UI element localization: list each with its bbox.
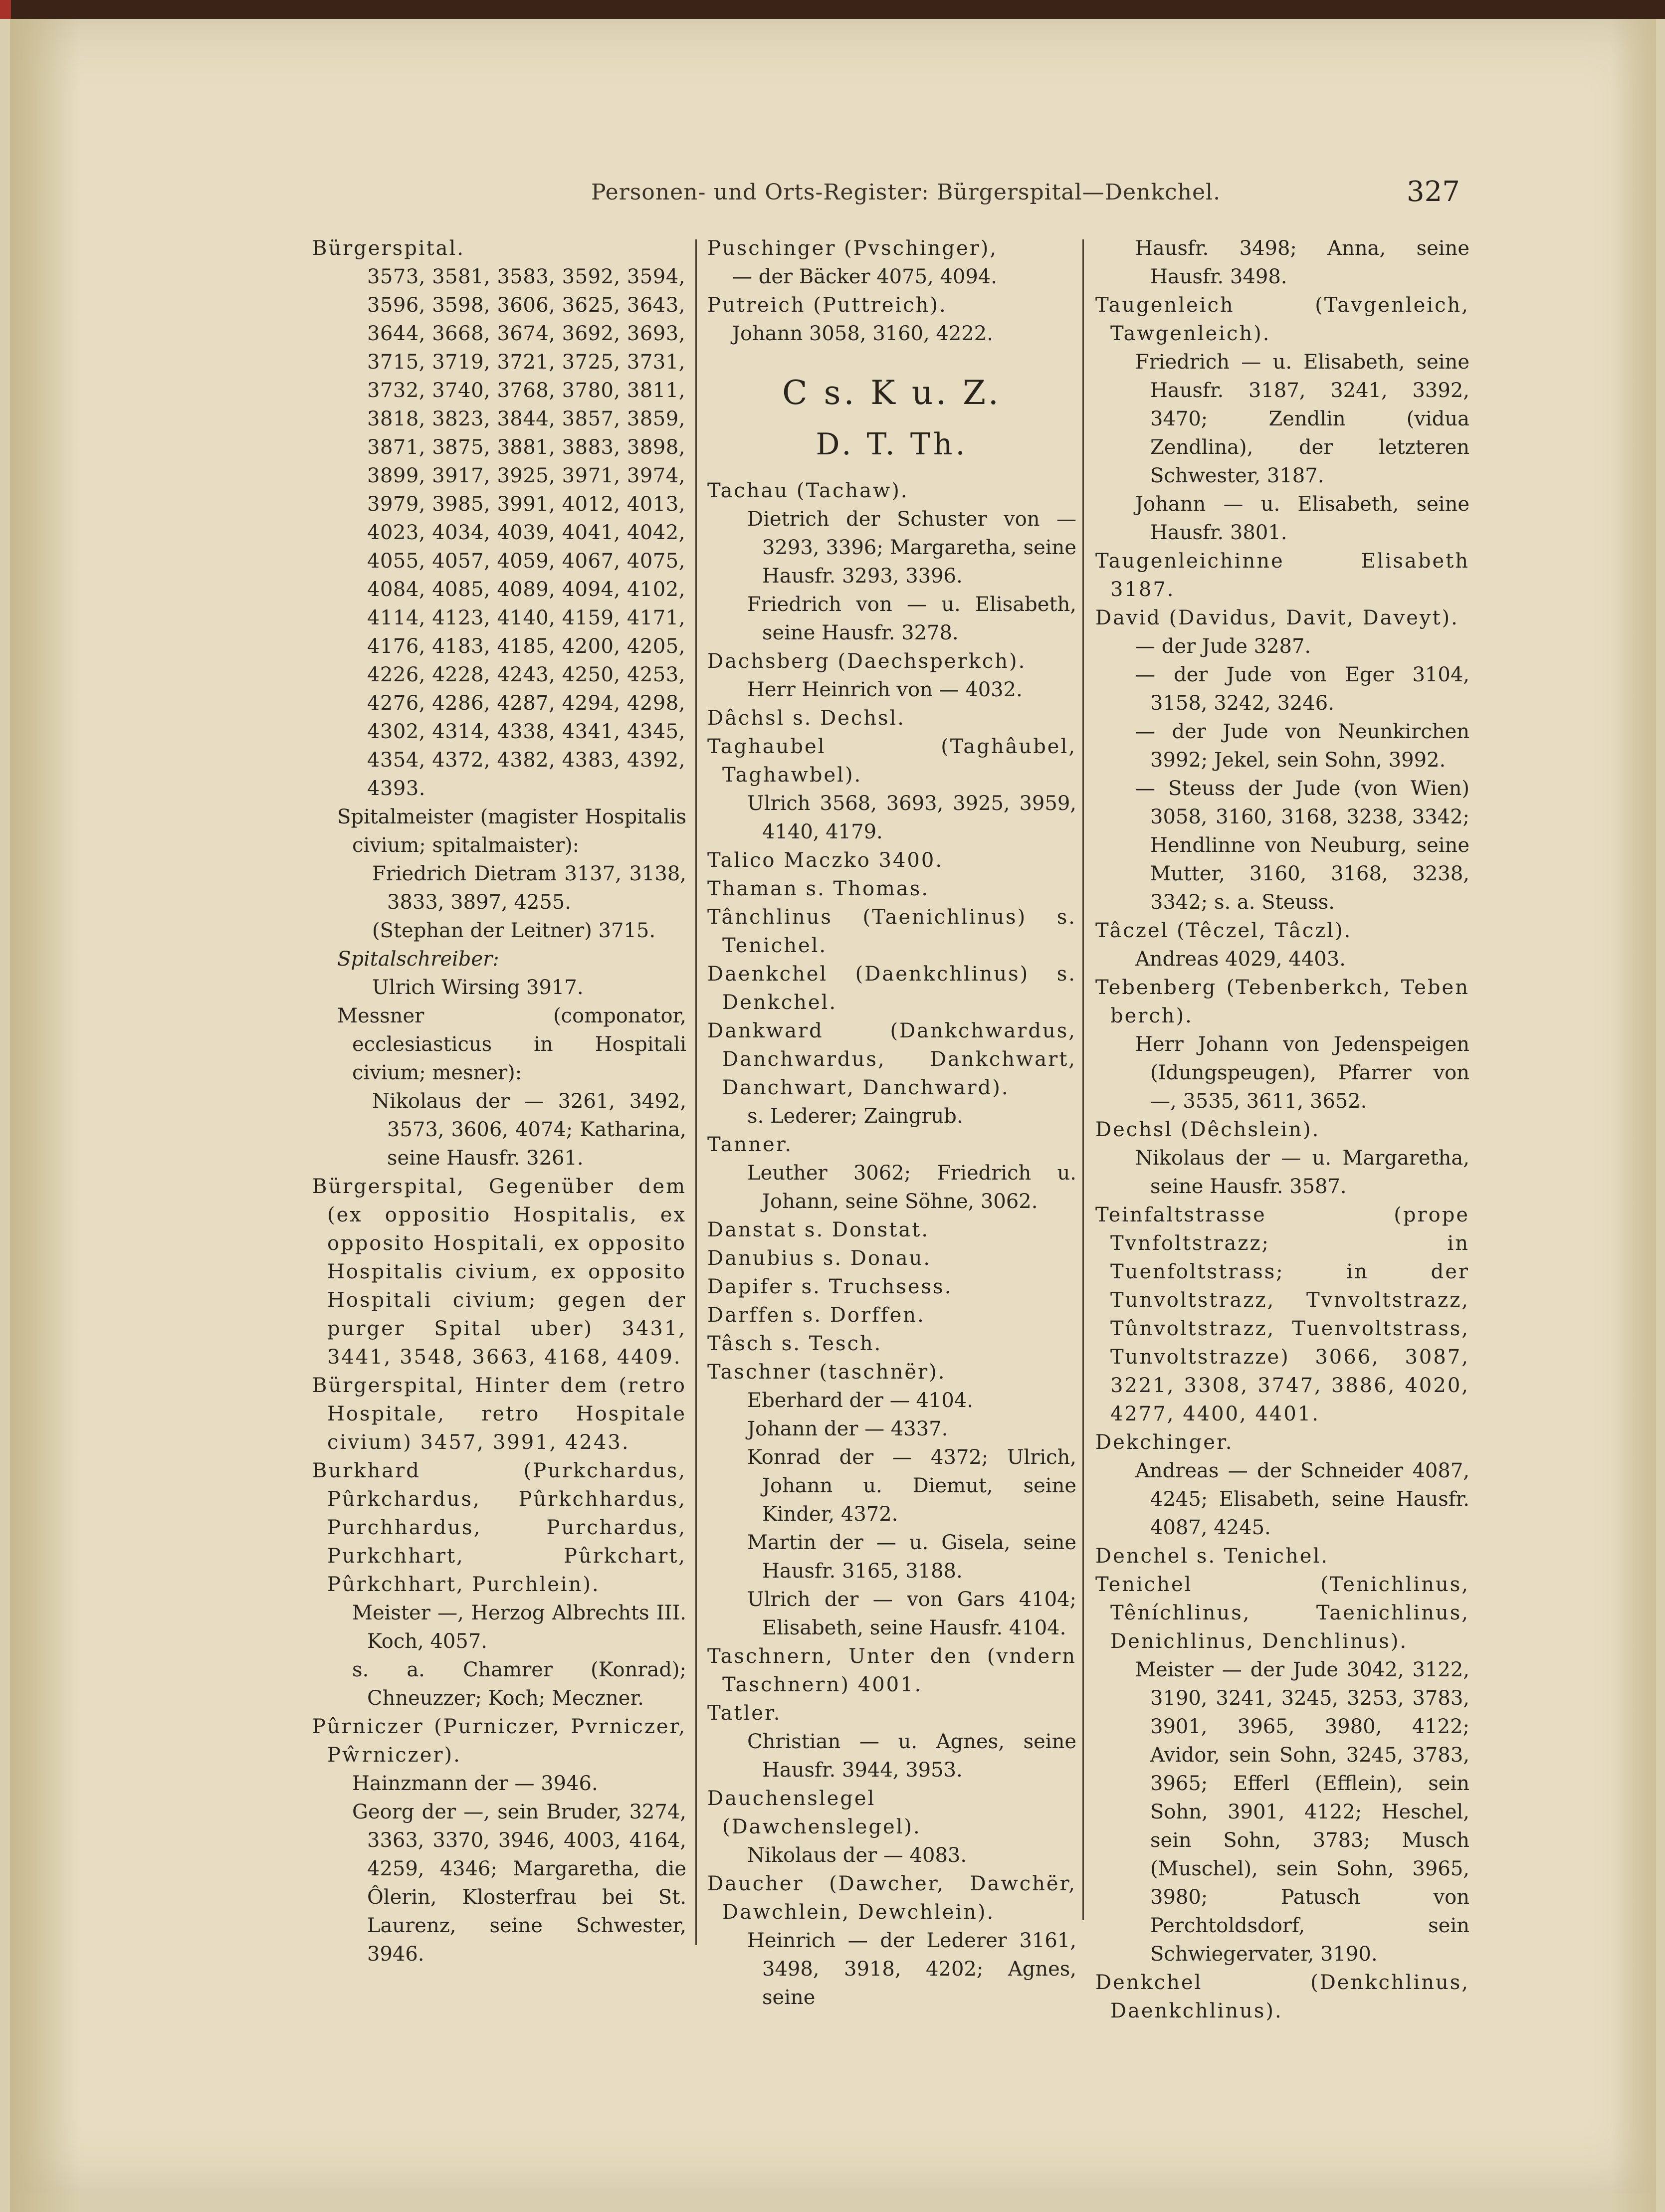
index-entry-heading: Taugenleichinne Elisabeth 3187.: [1095, 550, 1469, 601]
index-subentry: Johann der — 4337.: [747, 1417, 948, 1440]
index-subentry: Martin der — u. Gisela, seine Hausfr. 3165, 3188.: [747, 1531, 1076, 1583]
index-numbers: 4055, 4057, 4059, 4067, 4075,: [367, 550, 685, 573]
index-entry-heading: Taschner (taschnër).: [707, 1361, 946, 1384]
index-entry-heading: Tebenberg (Tebenberkch, Teben berch).: [1095, 976, 1469, 1027]
index-entry-heading: Taschnern, Unter den (vndern Taschnern) 4001.: [707, 1645, 1076, 1696]
index-subentry: Ulrich 3568, 3693, 3925, 3959, 4140, 4179.: [747, 792, 1076, 843]
page-number: 327: [1407, 176, 1460, 208]
index-numbers: 3573, 3581, 3583, 3592, 3594,: [367, 265, 685, 288]
index-subentry: Meister —, Herzog Albrechts III. Koch, 4057.: [352, 1602, 686, 1653]
index-numbers: 4226, 4228, 4243, 4250, 4253,: [367, 663, 685, 686]
index-numbers: 4114, 4123, 4140, 4159, 4171,: [367, 606, 685, 629]
index-numbers: 4023, 4034, 4039, 4041, 4042,: [367, 521, 685, 544]
index-subentry-italic: Spitalschreiber:: [337, 948, 499, 971]
index-entry-heading: Dâchsl s. Dechsl.: [707, 707, 906, 730]
index-subentry: Johann 3058, 3160, 4222.: [732, 322, 993, 345]
running-header: Personen- und Orts-Register: Bürgerspital—Denkchel.: [591, 180, 1221, 205]
index-subentry: Friedrich Dietram 3137, 3138, 3833, 3897, 4255.: [372, 862, 686, 914]
index-numbers: 3979, 3985, 3991, 4012, 4013,: [367, 493, 685, 516]
index-subentry: s. Lederer; Zaingrub.: [747, 1105, 963, 1128]
index-entry-heading: Dekchinger.: [1095, 1431, 1234, 1454]
index-entry-heading: Dauchenslegel (Dawchenslegel).: [707, 1787, 921, 1838]
index-subentry-italic: Spitalmeister (magister Hospitalis civium; spitalmaister):: [337, 805, 686, 857]
index-numbers: 3818, 3823, 3844, 3857, 3859,: [367, 407, 685, 430]
index-numbers: 3596, 3598, 3606, 3625, 3643,: [367, 294, 685, 317]
index-column-3: [1095, 234, 1469, 2025]
index-subentry: — der Jude 3287.: [1135, 635, 1311, 658]
index-numbers: 4276, 4286, 4287, 4294, 4298,: [367, 692, 685, 715]
index-entry-heading: Tâczel (Têczel, Tâczl).: [1095, 919, 1352, 942]
index-numbers: 4302, 4314, 4338, 4341, 4345,: [367, 720, 685, 743]
index-subentry: Hausfr. 3498; Anna, seine Hausfr. 3498.: [1135, 237, 1469, 288]
index-subentry: Ulrich der — von Gars 4104; Elisabeth, seine Hausfr. 4104.: [747, 1588, 1076, 1639]
index-numbers: 3732, 3740, 3768, 3780, 3811,: [367, 379, 685, 402]
index-numbers: 4354, 4372, 4382, 4383, 4392,: [367, 749, 685, 772]
index-entry-heading: Dachsberg (Daechsperkch).: [707, 650, 1027, 673]
index-entry-heading: Dankward (Dankchwardus, Danchwardus, Dankchwart, Danchwart, Danchward).: [707, 1019, 1076, 1099]
index-numbers: 3644, 3668, 3674, 3692, 3693,: [367, 322, 685, 345]
index-numbers: 3899, 3917, 3925, 3971, 3974,: [367, 464, 685, 487]
scan-top-border: [0, 0, 1665, 19]
index-entry-heading: Tânchlinus (Taenichlinus) s. Tenichel.: [707, 906, 1076, 957]
index-entry-heading: Tanner.: [707, 1133, 793, 1156]
index-subentry: Hainzmann der — 3946.: [352, 1772, 598, 1795]
index-subentry: Meister — der Jude 3042, 3122, 3190, 3241, 3245, 3253, 3783, 3901, 3965, 3980, 4122; Avidor, sein Sohn, 3245, 3783, 3965; Efferl (Efflein), sein Sohn, 3901, 4122; Heschel, sein Sohn, 3783; Musch (Muschel), sein Sohn, 3965, 3980; Patusch von Perchtoldsdorf, sein Schwiegervater, 3190.: [1135, 1658, 1469, 1966]
index-subentry: Christian — u. Agnes, seine Hausfr. 3944, 3953.: [747, 1730, 1076, 1782]
index-subentry: Georg der —, sein Bruder, 3274, 3363, 3370, 3946, 4003, 4164, 4259, 4346; Margaretha, die Ôlerin, Klosterfrau bei St. Laurenz, seine Schwester, 3946.: [352, 1801, 686, 1966]
index-entry-heading: Dapifer s. Truchsess.: [707, 1275, 953, 1298]
index-entry-heading: Danstat s. Donstat.: [707, 1218, 930, 1241]
index-subentry: Andreas — der Schneider 4087, 4245; Elisabeth, seine Hausfr. 4087, 4245.: [1135, 1459, 1469, 1539]
index-subentry: Heinrich — der Lederer 3161, 3498, 3918, 4202; Agnes, seine: [747, 1929, 1076, 2009]
index-entry-heading: Dechsl (Dêchslein).: [1095, 1118, 1320, 1141]
index-subentry: Friedrich — u. Elisabeth, seine Hausfr. 3187, 3241, 3392, 3470; Zendlin (vidua Zendlina), der letzteren Schwester, 3187.: [1135, 351, 1469, 487]
index-subentry: Konrad der — 4372; Ulrich, Johann u. Diemut, seine Kinder, 4372.: [747, 1446, 1076, 1526]
index-entry-heading: Bürgerspital, Hinter dem (retro Hospitale, retro Hospitale civium) 3457, 3991, 4243.: [312, 1374, 686, 1454]
index-entry-heading: Danubius s. Donau.: [707, 1247, 932, 1270]
scan-corner-mark: [0, 0, 11, 19]
index-subentry: Johann — u. Elisabeth, seine Hausfr. 3801.: [1135, 493, 1469, 544]
index-column-1: [312, 234, 686, 1969]
index-subentry: Dietrich der Schuster von — 3293, 3396; Margaretha, seine Hausfr. 3293, 3396.: [747, 508, 1076, 588]
index-entry-heading: Pûrniczer (Purniczer, Pvrniczer, Pŵrniczer).: [312, 1715, 686, 1767]
index-entry-heading: Talico Maczko 3400.: [707, 849, 944, 872]
index-subentry: Herr Heinrich von — 4032.: [747, 678, 1023, 701]
index-subentry: — der Bäcker 4075, 4094.: [732, 265, 997, 288]
index-entry-heading: Bürgerspital, Gegenüber dem (ex oppositio Hospitalis, ex opposito Hospitali, ex opposito Hospitalis civium, ex opposito Hospitali civium; gegen der purger Spital uber) 3431, 3441, 3548, 3663, 4168, 4409.: [312, 1175, 686, 1369]
index-entry-heading: Bürgerspital.: [312, 237, 465, 260]
index-subentry: Leuther 3062; Friedrich u. Johann, seine Söhne, 3062.: [747, 1162, 1076, 1213]
index-subentry: — der Jude von Neunkirchen 3992; Jekel, sein Sohn, 3992.: [1135, 720, 1469, 772]
page-gutter-shadow: [10, 19, 80, 2212]
index-subentry: (Stephan der Leitner) 3715.: [372, 919, 656, 942]
index-subentry: Andreas 4029, 4403.: [1135, 948, 1346, 971]
index-entry-heading: Tâsch s. Tesch.: [707, 1332, 882, 1355]
index-entry-heading: Denchel s. Tenichel.: [1095, 1545, 1329, 1568]
index-entry-heading: Burkhard (Purkchardus, Pûrkchardus, Pûrkchhardus, Purchhardus, Purchardus, Purkchhart, Pûrkchart, Pûrkchhart, Purchlein).: [312, 1459, 686, 1596]
index-entry-heading: Tachau (Tachaw).: [707, 479, 909, 502]
index-entry-heading: Daucher (Dawcher, Dawchër, Dawchlein, Dewchlein).: [707, 1872, 1076, 1924]
column-rule-right: [1082, 239, 1084, 1920]
index-numbers: 3871, 3875, 3881, 3883, 3898,: [367, 436, 685, 459]
index-subentry: Nikolaus der — u. Margaretha, seine Hausfr. 3587.: [1135, 1147, 1469, 1198]
index-subentry: Nikolaus der — 4083.: [747, 1844, 967, 1867]
index-entry-heading: Daenkchel (Daenkchlinus) s. Denkchel.: [707, 963, 1076, 1014]
index-subentry: Ulrich Wirsing 3917.: [372, 976, 584, 999]
index-entry-heading: Tenichel (Tenichlinus, Têníchlinus, Taenichlinus, Denichlinus, Denchlinus).: [1095, 1573, 1469, 1653]
index-entry-heading: Puschinger (Pvschinger),: [707, 237, 998, 260]
column-rule-left: [695, 239, 697, 1945]
index-column-2: [707, 234, 1076, 2012]
index-entry-heading: Denkchel (Denkchlinus, Daenkchlinus).: [1095, 1971, 1469, 2022]
index-subentry: Nikolaus der — 3261, 3492, 3573, 3606, 4074; Katharina, seine Hausfr. 3261.: [372, 1090, 686, 1170]
page-edge-shadow: [1611, 19, 1656, 2212]
index-subentry: s. a. Chamrer (Konrad); Chneuzzer; Koch; Meczner.: [352, 1658, 686, 1710]
section-subheading: D. T. Th.: [816, 427, 968, 462]
index-entry-heading: Taghaubel (Taghâubel, Taghawbel).: [707, 735, 1076, 787]
index-entry-heading: Darffen s. Dorffen.: [707, 1304, 925, 1327]
index-numbers: 4084, 4085, 4089, 4094, 4102,: [367, 578, 685, 601]
index-subentry: — Steuss der Jude (von Wien) 3058, 3160, 3168, 3238, 3342; Hendlinne von Neuburg, seine Mutter, 3160, 3168, 3238, 3342; s. a. Steuss.: [1135, 777, 1469, 914]
index-subentry: Eberhard der — 4104.: [747, 1389, 973, 1412]
index-entry-heading: Teinfaltstrasse (prope Tvnfoltstrazz; in Tuenfoltstrass; in der Tunvoltstrazz, Tvnvoltstrazz, Tûnvoltstrazz, Tuenvoltstrass, Tunvoltstrazze) 3066, 3087, 3221, 3308, 3747, 3886, 4020, 4277, 4400, 4401.: [1095, 1204, 1469, 1425]
index-subentry: Friedrich von — u. Elisabeth, seine Hausfr. 3278.: [747, 593, 1076, 644]
index-entry-heading: Taugenleich (Tavgenleich, Tawgenleich).: [1095, 294, 1469, 345]
index-subentry-italic: Messner (componator, ecclesiasticus in Hospitali civium; mesner):: [337, 1005, 686, 1084]
index-subentry: Herr Johann von Jedenspeigen (Idungspeugen), Pfarrer von —, 3535, 3611, 3652.: [1135, 1033, 1469, 1113]
index-entry-heading: Putreich (Puttreich).: [707, 294, 947, 317]
index-entry-heading: Thaman s. Thomas.: [707, 877, 930, 900]
index-numbers: 4176, 4183, 4185, 4200, 4205,: [367, 635, 685, 658]
section-heading: C s. K u. Z.: [782, 374, 1002, 412]
index-entry-heading: Tatler.: [707, 1702, 782, 1725]
index-numbers: 3715, 3719, 3721, 3725, 3731,: [367, 351, 685, 374]
index-entry-heading: David (Davidus, Davit, Daveyt).: [1095, 606, 1459, 629]
index-numbers: 4393.: [367, 777, 426, 800]
index-subentry: — der Jude von Eger 3104, 3158, 3242, 3246.: [1135, 663, 1469, 715]
